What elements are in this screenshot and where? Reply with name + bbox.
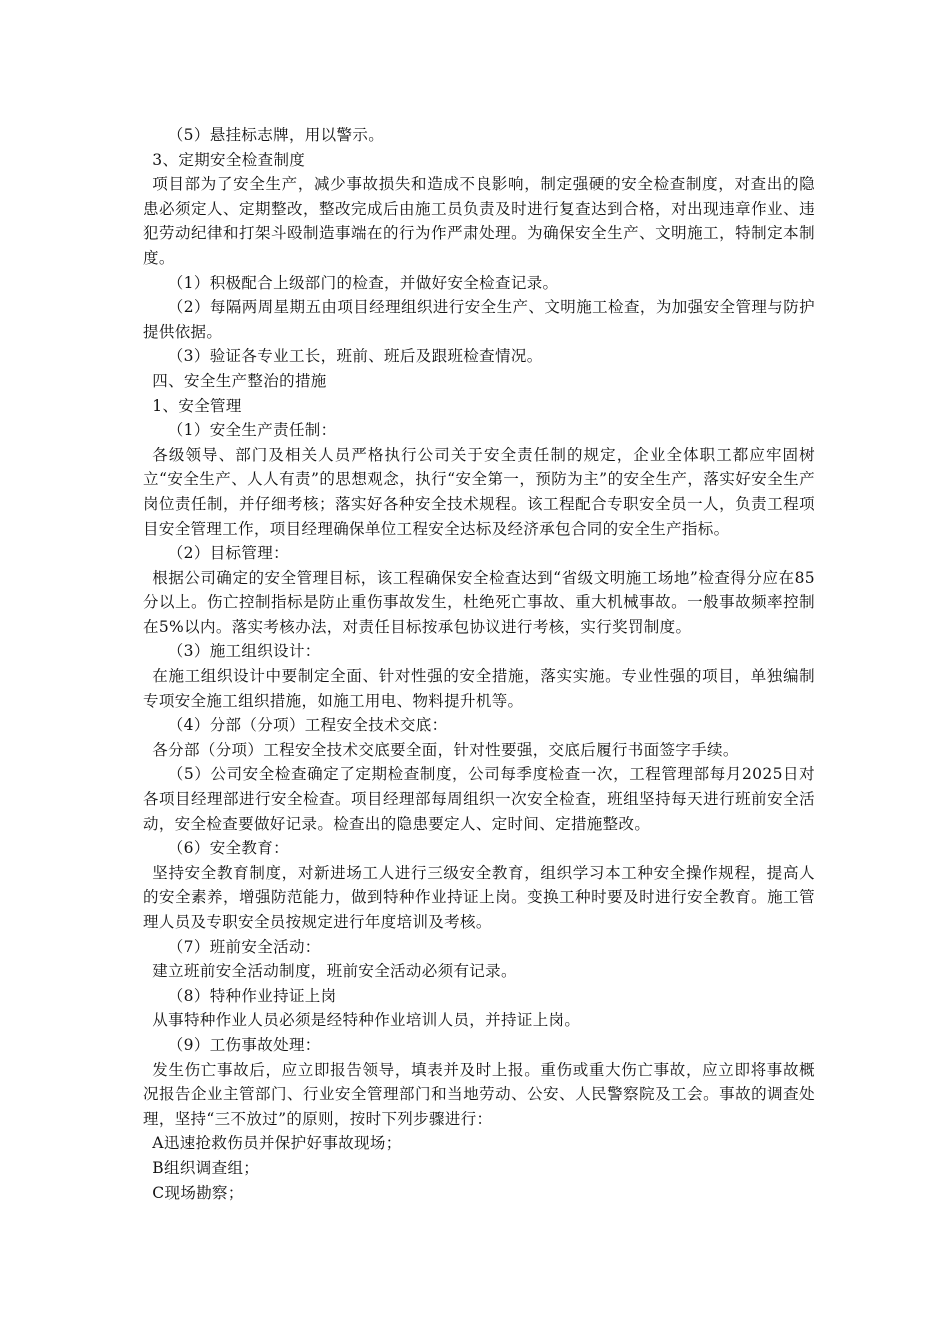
subsection-heading: （8）特种作业持证上岗 [167,986,337,1005]
paragraph: 从事特种作业人员必须是经特种作业培训人员，并持证上岗。 [152,1011,581,1030]
paragraph: 建立班前安全活动制度，班前安全活动必须有记录。 [152,962,517,981]
subsection-heading: （2）目标管理： [167,544,289,563]
section-heading: 1、安全管理 [152,396,242,415]
document-body [143,123,815,1205]
subsection-heading: （1）安全生产责任制： [167,421,337,440]
paragraph: 各分部（分项）工程安全技术交底要全面，针对性要强，交底后履行书面签字手续。 [152,740,739,759]
list-item: B组织调查组； [152,1158,260,1177]
paragraph: 项目部为了安全生产，减少事故损失和造成不良影响，制定强硬的安全检查制度，对查出的隐患必须定人、定期整改，整改完成后由施工员负责及时进行复查达到合格，对出现违章作业、违犯劳动纪律和打架斗殴制造事端在的行为作严肃处理。为确保安全生产、文明施工，特制定本制度。 [143,175,815,267]
paragraph: （5）公司安全检查确定了定期检查制度，公司每季度检查一次，工程管理部每月2025日对各项目经理部进行安全检查。项目经理部每周组织一次安全检查，班组坚持每天进行班前安全活动，安全检查要做好记录。检查出的隐患要定人、定时间、定措施整改。 [143,765,815,833]
subsection-heading: （3）施工组织设计： [167,642,321,661]
subsection-heading: （9）工伤事故处理： [167,1035,321,1054]
section-heading: 四、安全生产整治的措施 [152,371,327,390]
paragraph: 坚持安全教育制度，对新进场工人进行三级安全教育，组织学习本工种安全操作规程，提高人的安全素养，增强防范能力，做到特种作业持证上岗。变换工种时要及时进行安全教育。施工管理人员及专职安全员按规定进行年度培训及考核。 [143,863,815,931]
subsection-heading: （7）班前安全活动： [167,937,321,956]
subsection-heading: （6）安全教育： [167,839,289,858]
paragraph: 根据公司确定的安全管理目标，该工程确保安全检查达到“省级文明施工场地”检查得分应在85分以上。伤亡控制指标是防止重伤事故发生，杜绝死亡事故、重大机械事故。一般事故频率控制在5%以内。落实考核办法，对责任目标按承包协议进行考核，实行奖罚制度。 [143,568,815,636]
list-item: （2）每隔两周星期五由项目经理组织进行安全生产、文明施工检查，为加强安全管理与防护提供依据。 [143,298,815,341]
paragraph: 各级领导、部门及相关人员严格执行公司关于安全责任制的规定，企业全体职工都应牢固树立“安全生产、人人有责”的思想观念，执行“安全第一，预防为主”的安全生产，落实好安全生产岗位责任制，并仔细考核；落实好各种安全技术规程。该工程配合专职安全员一人，负责工程项目安全管理工作，项目经理确保单位工程安全达标及经济承包合同的安全生产指标。 [143,445,815,538]
list-item: （5）悬挂标志牌，用以警示。 [167,126,385,144]
list-item: C现场勘察； [152,1183,244,1202]
subsection-heading: （4）分部（分项）工程安全技术交底： [167,716,448,735]
list-item: （1）积极配合上级部门的检查，并做好安全检查记录。 [167,273,559,292]
paragraph: 在施工组织设计中要制定全面、针对性强的安全措施，落实实施。专业性强的项目，单独编制专项安全施工组织措施，如施工用电、物料提升机等。 [143,667,815,710]
list-item: （3）验证各专业工长，班前、班后及跟班检查情况。 [167,347,543,366]
section-heading: 3、定期安全检查制度 [152,150,306,169]
list-item: A迅速抢救伤员并保护好事故现场； [152,1134,402,1153]
paragraph: 发生伤亡事故后，应立即报告领导，填表并及时上报。重伤或重大伤亡事故，应立即将事故概况报告企业主管部门、行业安全管理部门和当地劳动、公安、人民警察院及工会。事故的调查处理，坚持“三不放过”的原则，按时下列步骤进行： [143,1060,815,1128]
